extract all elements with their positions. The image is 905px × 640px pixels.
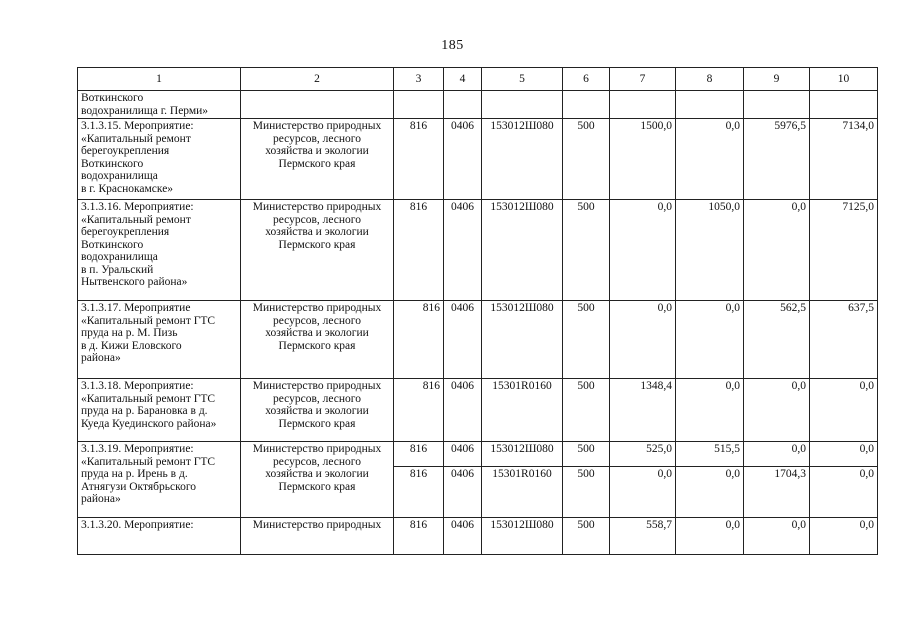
amount-cell-col10: 0,0 xyxy=(810,467,878,518)
section-code-cell: 0406 xyxy=(444,200,482,301)
amount-cell-col8: 0,0 xyxy=(676,119,744,200)
expense-type-cell: 500 xyxy=(563,301,610,379)
executor-cell xyxy=(241,301,394,379)
budget-table xyxy=(77,67,878,555)
measure-name-line: «Капитальный ремонт ГТС xyxy=(81,455,216,468)
executor-cell xyxy=(241,518,394,555)
measure-name-cell xyxy=(78,200,241,301)
target-code-cell: 153012Ш080 xyxy=(482,442,563,467)
measure-name-line: «Капитальный ремонт xyxy=(81,213,191,226)
executor-cell xyxy=(241,200,394,301)
section-code-cell: 0406 xyxy=(444,301,482,379)
amount-cell-col9: 5976,5 xyxy=(744,119,810,200)
measure-name-line: «Капитальный ремонт ГТС xyxy=(81,392,216,405)
executor-line: хозяйства и экологии xyxy=(265,145,369,157)
executor-line: Пермского края xyxy=(278,339,356,352)
measure-name-line: 3.1.3.17. Мероприятие xyxy=(81,302,191,314)
column-header: 10 xyxy=(810,68,878,91)
measure-name-line: Атнягузи Октябрьского xyxy=(81,480,197,493)
amount-cell-col10: 0,0 xyxy=(810,518,878,555)
measure-name-line: берегоукрепления xyxy=(81,145,170,157)
amount-cell-col7: 0,0 xyxy=(610,200,676,301)
empty-cell xyxy=(810,91,878,119)
section-code-cell: 0406 xyxy=(444,467,482,518)
admin-code-cell: 816 xyxy=(394,442,444,467)
amount-cell-col9: 0,0 xyxy=(744,200,810,301)
empty-cell xyxy=(563,91,610,119)
expense-type-cell: 500 xyxy=(563,442,610,467)
table-row xyxy=(78,301,878,379)
executor-line: хозяйства и экологии xyxy=(265,226,369,238)
measure-name-line: 3.1.3.19. Мероприятие: xyxy=(81,443,194,455)
executor-line: Министерство природных xyxy=(252,443,382,455)
table-header-row xyxy=(78,68,878,91)
measure-name-cell xyxy=(78,518,241,555)
column-header: 8 xyxy=(676,68,744,91)
measure-name-line: в п. Уральский xyxy=(81,263,154,276)
executor-line: Министерство природных xyxy=(252,120,382,132)
table-row xyxy=(78,379,878,442)
measure-name-line: в г. Краснокамске» xyxy=(81,182,174,195)
measure-name-cell xyxy=(78,91,241,119)
measure-name-cell xyxy=(78,442,241,518)
measure-name-line: Воткинского xyxy=(81,238,144,251)
empty-cell xyxy=(610,91,676,119)
target-code-cell: 153012Ш080 xyxy=(482,119,563,200)
measure-name-line: 3.1.3.16. Мероприятие: xyxy=(81,201,194,213)
executor-line: ресурсов, лесного xyxy=(273,314,361,327)
executor-line: Министерство природных xyxy=(252,519,382,531)
executor-line: Пермского края xyxy=(278,238,356,251)
executor-line: хозяйства и экологии xyxy=(265,327,369,339)
admin-code-cell: 816 xyxy=(394,518,444,555)
measure-name-line: 3.1.3.20. Мероприятие: xyxy=(81,519,194,531)
amount-cell-col7: 525,0 xyxy=(610,442,676,467)
admin-code-cell: 816 xyxy=(394,301,444,379)
table-row xyxy=(78,518,878,555)
section-code-cell: 0406 xyxy=(444,379,482,442)
amount-cell-col7: 0,0 xyxy=(610,467,676,518)
empty-cell xyxy=(744,91,810,119)
amount-cell-col10: 637,5 xyxy=(810,301,878,379)
executor-cell xyxy=(241,119,394,200)
measure-name-line: 3.1.3.18. Мероприятие: xyxy=(81,380,194,392)
target-code-cell: 153012Ш080 xyxy=(482,518,563,555)
column-header: 3 xyxy=(394,68,444,91)
column-header: 9 xyxy=(744,68,810,91)
amount-cell-col10: 0,0 xyxy=(810,379,878,442)
amount-cell-col7: 1500,0 xyxy=(610,119,676,200)
measure-name-line: водохранилища xyxy=(81,170,158,182)
amount-cell-col10: 0,0 xyxy=(810,442,878,467)
admin-code-cell: 816 xyxy=(394,467,444,518)
amount-cell-col7: 558,7 xyxy=(610,518,676,555)
admin-code-cell: 816 xyxy=(394,200,444,301)
executor-line: хозяйства и экологии xyxy=(265,468,369,480)
section-code-cell: 0406 xyxy=(444,442,482,467)
executor-cell xyxy=(241,379,394,442)
executor-line: Министерство природных xyxy=(252,302,382,314)
target-code-cell: 15301R0160 xyxy=(482,379,563,442)
measure-name-line: «Капитальный ремонт ГТС xyxy=(81,314,216,327)
executor-line: ресурсов, лесного xyxy=(273,455,361,468)
measure-name-line: Куеда Куединского района» xyxy=(81,417,217,430)
section-code-cell: 0406 xyxy=(444,518,482,555)
target-code-cell: 15301R0160 xyxy=(482,467,563,518)
column-header: 1 xyxy=(78,68,241,91)
target-code-cell: 153012Ш080 xyxy=(482,200,563,301)
expense-type-cell: 500 xyxy=(563,119,610,200)
executor-line: Министерство природных xyxy=(252,201,382,213)
amount-cell-col8: 0,0 xyxy=(676,518,744,555)
amount-cell-col7: 0,0 xyxy=(610,301,676,379)
measure-name-line: пруда на р. М. Пизь xyxy=(81,327,178,339)
amount-cell-col9: 0,0 xyxy=(744,442,810,467)
target-code-cell: 153012Ш080 xyxy=(482,301,563,379)
measure-name-line: Воткинского xyxy=(81,92,144,104)
amount-cell-col8: 0,0 xyxy=(676,467,744,518)
column-header: 7 xyxy=(610,68,676,91)
measure-name-line: берегоукрепления xyxy=(81,226,170,238)
executor-line: ресурсов, лесного xyxy=(273,213,361,226)
empty-cell xyxy=(482,91,563,119)
measure-name-line: «Капитальный ремонт xyxy=(81,132,191,145)
expense-type-cell: 500 xyxy=(563,379,610,442)
empty-cell xyxy=(241,91,394,119)
executor-line: Пермского края xyxy=(278,417,356,430)
amount-cell-col7: 1348,4 xyxy=(610,379,676,442)
executor-cell xyxy=(241,442,394,518)
executor-line: хозяйства и экологии xyxy=(265,405,369,417)
column-header: 5 xyxy=(482,68,563,91)
amount-cell-col9: 1704,3 xyxy=(744,467,810,518)
admin-code-cell: 816 xyxy=(394,379,444,442)
measure-name-line: пруда на р. Барановка в д. xyxy=(81,405,208,417)
measure-name-cell xyxy=(78,119,241,200)
amount-cell-col8: 0,0 xyxy=(676,379,744,442)
measure-name-line: Нытвенского района» xyxy=(81,276,188,288)
table-row xyxy=(78,442,878,467)
amount-cell-col9: 562,5 xyxy=(744,301,810,379)
page-number: 185 xyxy=(441,38,464,53)
table-row-continuation xyxy=(78,91,878,119)
measure-name-line: 3.1.3.15. Мероприятие: xyxy=(81,120,194,132)
executor-line: Пермского края xyxy=(278,157,356,170)
measure-name-line: района» xyxy=(81,352,121,364)
column-header: 4 xyxy=(444,68,482,91)
amount-cell-col9: 0,0 xyxy=(744,518,810,555)
amount-cell-col8: 1050,0 xyxy=(676,200,744,301)
table-row xyxy=(78,200,878,301)
measure-name-line: района» xyxy=(81,493,121,505)
measure-name-line: Воткинского xyxy=(81,157,144,170)
column-header: 2 xyxy=(241,68,394,91)
amount-cell-col10: 7125,0 xyxy=(810,200,878,301)
measure-name-line: водохранилища xyxy=(81,251,158,263)
executor-line: Министерство природных xyxy=(252,380,382,392)
executor-line: Пермского края xyxy=(278,480,356,493)
amount-cell-col8: 0,0 xyxy=(676,301,744,379)
empty-cell xyxy=(676,91,744,119)
empty-cell xyxy=(444,91,482,119)
measure-name-line: пруда на р. Ирень в д. xyxy=(81,468,188,480)
measure-name-cell xyxy=(78,301,241,379)
executor-line: ресурсов, лесного xyxy=(273,132,361,145)
measure-name-cell xyxy=(78,379,241,442)
expense-type-cell: 500 xyxy=(563,467,610,518)
amount-cell-col8: 515,5 xyxy=(676,442,744,467)
column-header: 6 xyxy=(563,68,610,91)
empty-cell xyxy=(394,91,444,119)
admin-code-cell: 816 xyxy=(394,119,444,200)
expense-type-cell: 500 xyxy=(563,518,610,555)
amount-cell-col9: 0,0 xyxy=(744,379,810,442)
section-code-cell: 0406 xyxy=(444,119,482,200)
table-row xyxy=(78,119,878,200)
executor-line: ресурсов, лесного xyxy=(273,392,361,405)
amount-cell-col10: 7134,0 xyxy=(810,119,878,200)
measure-name-line: водохранилища г. Перми» xyxy=(81,104,209,117)
measure-name-line: в д. Кижи Еловского xyxy=(81,339,182,352)
expense-type-cell: 500 xyxy=(563,200,610,301)
